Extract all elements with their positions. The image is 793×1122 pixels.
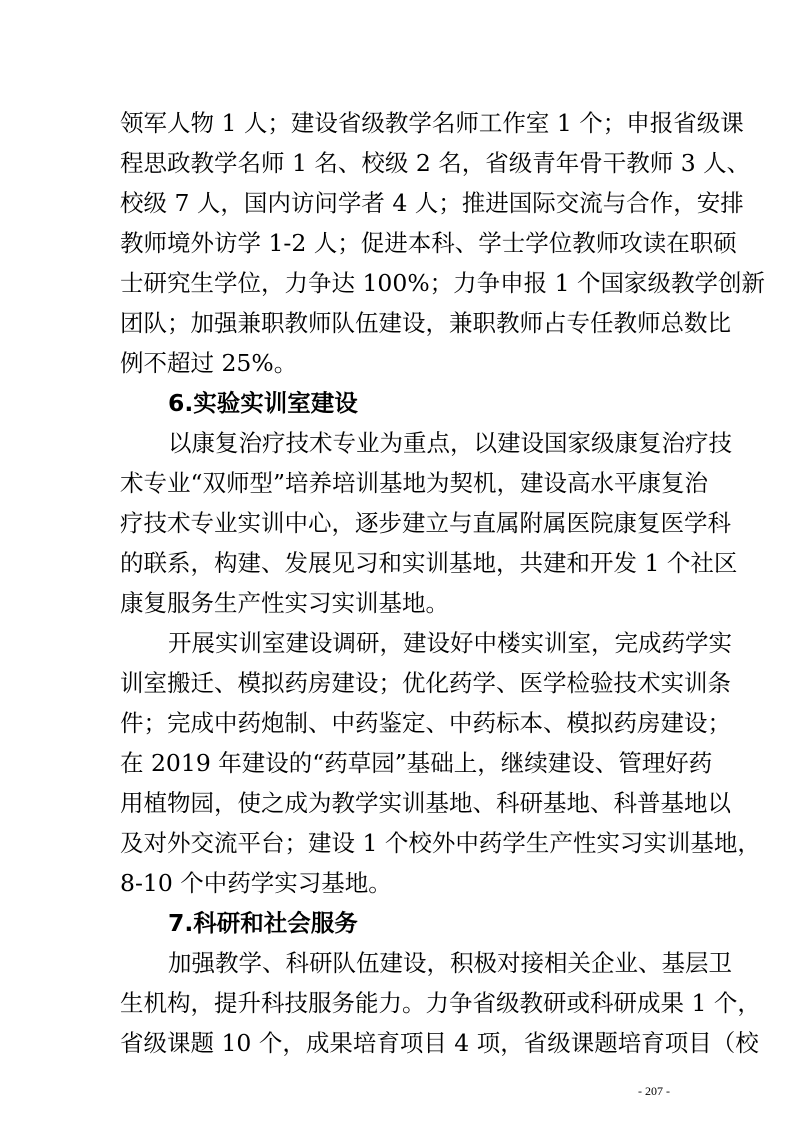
paragraph-line: 团队；加强兼职教师队伍建设，兼职教师占专任教师总数比 xyxy=(120,309,731,337)
paragraph-line: 8-10 个中药学实习基地。 xyxy=(120,869,392,897)
paragraph-line: 康复服务生产性实习实训基地。 xyxy=(120,589,449,617)
paragraph-line: 程思政教学名师 1 名、校级 2 名，省级青年骨干教师 3 人、 xyxy=(120,149,751,177)
paragraph-line: 士研究生学位，力争达 100%；力争申报 1 个国家级教学创新 xyxy=(120,269,766,297)
paragraph-line: 校级 7 人，国内访问学者 4 人；推进国际交流与合作，安排 xyxy=(120,189,744,217)
paragraph-line: 以康复治疗技术专业为重点，以建设国家级康复治疗技 xyxy=(168,429,732,457)
paragraph-line: 训室搬迁、模拟药房建设；优化药学、医学检验技术实训条 xyxy=(120,669,731,697)
paragraph-line: 领军人物 1 人；建设省级教学名师工作室 1 个；申报省级课 xyxy=(120,109,744,137)
paragraph-line: 在 2019 年建设的“药草园”基础上，继续建设、管理好药 xyxy=(120,749,713,777)
paragraph-line: 开展实训室建设调研，建设好中楼实训室，完成药学实 xyxy=(168,629,732,657)
paragraph-line: 用植物园，使之成为教学实训基地、科研基地、科普基地以 xyxy=(120,789,731,817)
paragraph-line: 疗技术专业实训中心，逐步建立与直属附属医院康复医学科 xyxy=(120,509,731,537)
paragraph-line: 教师境外访学 1-2 人；促进本科、学士学位教师攻读在职硕 xyxy=(120,229,737,257)
paragraph-line: 省级课题 10 个，成果培育项目 4 项，省级课题培育项目（校 xyxy=(120,1029,759,1057)
paragraph-line: 及对外交流平台；建设 1 个校外中药学生产性实习实训基地， xyxy=(120,829,761,857)
paragraph-line: 件；完成中药炮制、中药鉴定、中药标本、模拟药房建设； xyxy=(120,709,731,737)
paragraph-line: 的联系，构建、发展见习和实训基地，共建和开发 1 个社区 xyxy=(120,549,738,577)
paragraph-line: 例不超过 25%。 xyxy=(120,349,298,377)
section-heading-6: 6.实验实训室建设 xyxy=(168,389,358,417)
section-heading-7: 7.科研和社会服务 xyxy=(168,909,358,937)
page-number: - 207 - xyxy=(638,1084,670,1098)
paragraph-line: 生机构，提升科技服务能力。力争省级教研或科研成果 1 个， xyxy=(120,989,761,1017)
paragraph-line: 加强教学、科研队伍建设，积极对接相关企业、基层卫 xyxy=(168,949,732,977)
paragraph-line: 术专业“双师型”培养培训基地为契机，建设高水平康复治 xyxy=(120,469,709,497)
